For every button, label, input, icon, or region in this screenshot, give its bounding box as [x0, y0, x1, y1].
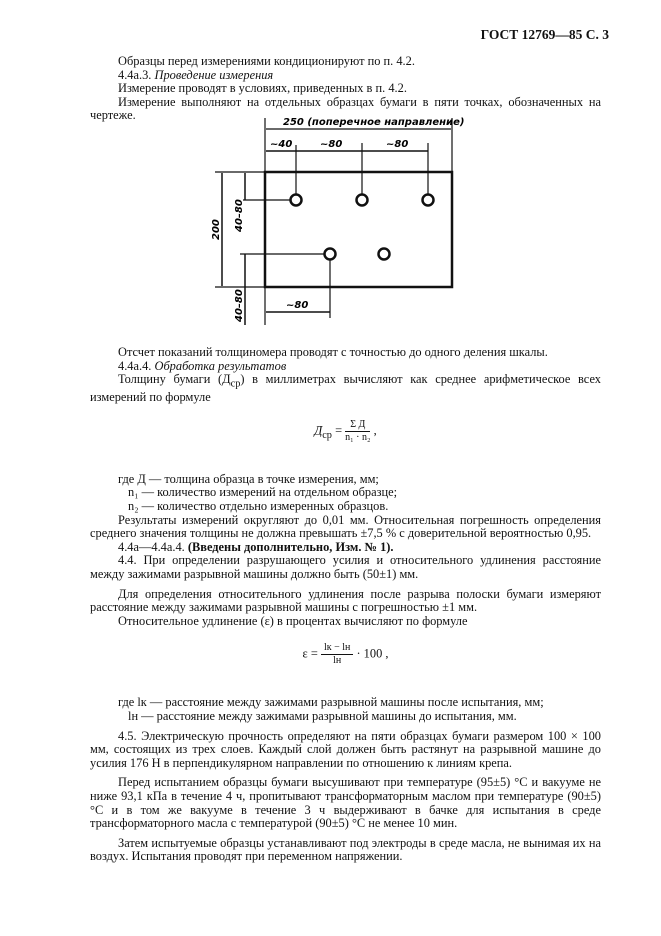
- paragraph: Результаты измерений округляют до 0,01 мм. Относительная погрешность определения среднего значения толщины не должна превышать ±7,5 % с доверительной вероятностью 0,95.: [90, 512, 601, 541]
- paragraph: 4.4. При определении разрушающего усилия и относительного удлинения расстояние между зажимами разрывной машины должно быть (50±1) мм.: [90, 553, 601, 581]
- dimension-label: ~40: [270, 139, 293, 150]
- paragraph: Перед испытанием образцы бумаги высушивают при температуре (95±5) °С и вакууме не ниже 93,1 кПа в течение 4 ч, пропитывают трансформаторным маслом при температуре (90±5) °С и в том же вакууме в течение 3 ч выдерживают в бачке для испытания в среде трансформаторного масла с температурой (90±5) °С не менее 10 мин.: [90, 775, 601, 831]
- measurement-point: [291, 195, 302, 206]
- definition: lн — расстояние между зажимами разрывной машины до испытания, мм.: [128, 708, 517, 723]
- definition: n₂ — количество отдельно измеренных образцов.: [128, 499, 389, 514]
- paragraph: [90, 373, 601, 405]
- measurement-point: [423, 195, 434, 206]
- amendment-note: [90, 541, 601, 555]
- dimension-label: ~80: [286, 300, 309, 311]
- formula-rhs: · 100 ,: [356, 646, 389, 661]
- paragraph: Образцы перед измерениями кондиционируют по п. 4.2.: [118, 54, 415, 68]
- denominator: n₁ · n₂: [345, 431, 371, 443]
- section-number: 4.4а.4.: [118, 358, 152, 373]
- formula-mean-thickness: $Д_{ср}$ = $\frac{\text{Σ Д}}{\text{n₁ · n₂}}$ ,: [314, 418, 377, 443]
- subscript: ср: [322, 429, 332, 441]
- section-number: 4.4а.3.: [118, 67, 152, 82]
- definition: где Д — толщина образца в точке измерения, мм;: [118, 471, 379, 486]
- formula-lhs: ε =: [302, 646, 318, 661]
- section-results: [90, 346, 601, 864]
- fraction: [345, 419, 370, 444]
- paragraph: 4.5. Электрическую прочность определяют на пяти образцах бумаги размером 100 × 100 мм, состоящих из трех слоев. Каждый слой должен быть растянут на разрывной машине до усилия 176 Н в перпендикулярном направлении по отношению к линиям крепа.: [90, 728, 601, 770]
- dimension-label: 250 (поперечное направление): [283, 117, 465, 128]
- paragraph: Затем испытуемые образцы устанавливают под электроды в среде масла, не вынимая их на воздух. Испытания проводят при переменном напряжении.: [90, 835, 601, 864]
- subsection-heading: [90, 360, 601, 374]
- measurement-point: [357, 195, 368, 206]
- numerator: lк − lн: [321, 642, 353, 655]
- page-header: ГОСТ 12769—85 С. 3: [480, 27, 609, 42]
- text: Толщину бумаги (Д: [118, 372, 231, 387]
- dimension-label: 40–80: [234, 199, 245, 232]
- text: ) в миллиметрах вычисляют как среднее арифметическое всех измерений по формуле: [90, 372, 601, 405]
- paragraph: Относительное удлинение (ε) в процентах вычисляют по формуле: [118, 613, 468, 628]
- dimension-label: 200: [211, 219, 222, 240]
- bold-text: (Введены дополнительно, Изм. № 1).: [187, 539, 394, 554]
- section-title: Проведение измерения: [154, 67, 274, 82]
- formula-elongation: [90, 642, 601, 682]
- paragraph: Измерение проводят в условиях, приведенных в п. 4.2.: [118, 81, 407, 96]
- section-title: Обработка результатов: [154, 358, 287, 373]
- dimension-label: ~80: [320, 139, 343, 150]
- sample-drawing: [0, 0, 661, 340]
- sample-outline: [265, 172, 452, 287]
- fraction: [321, 642, 353, 667]
- paragraph: Отсчет показаний толщиномера проводят с точностью до одного деления шкалы.: [118, 345, 548, 359]
- dimension-label: 40–80: [234, 289, 245, 322]
- measurement-point: [325, 249, 336, 260]
- paragraph: Для определения относительного удлинения после разрыва полоски бумаги измеряют расстояние между зажимами разрывной машины с погрешностью ±1 мм.: [90, 586, 601, 615]
- denominator: lн: [333, 655, 342, 667]
- definition: где lк — расстояние между зажимами разрывной машины после испытания, мм;: [118, 695, 544, 710]
- measurement-point: [379, 249, 390, 260]
- formula-lhs: Д: [314, 423, 323, 438]
- subscript: ср: [230, 378, 241, 390]
- numerator: Σ Д: [345, 419, 370, 432]
- text: 4.4а—4.4а.4.: [118, 539, 185, 554]
- dimension-label: ~80: [386, 139, 409, 150]
- paragraph: Измерение выполняют на отдельных образцах бумаги в пяти точках, обозначенных на чертеже.: [90, 94, 601, 123]
- definition: n₁ — количество измерений на отдельном образце;: [128, 485, 398, 500]
